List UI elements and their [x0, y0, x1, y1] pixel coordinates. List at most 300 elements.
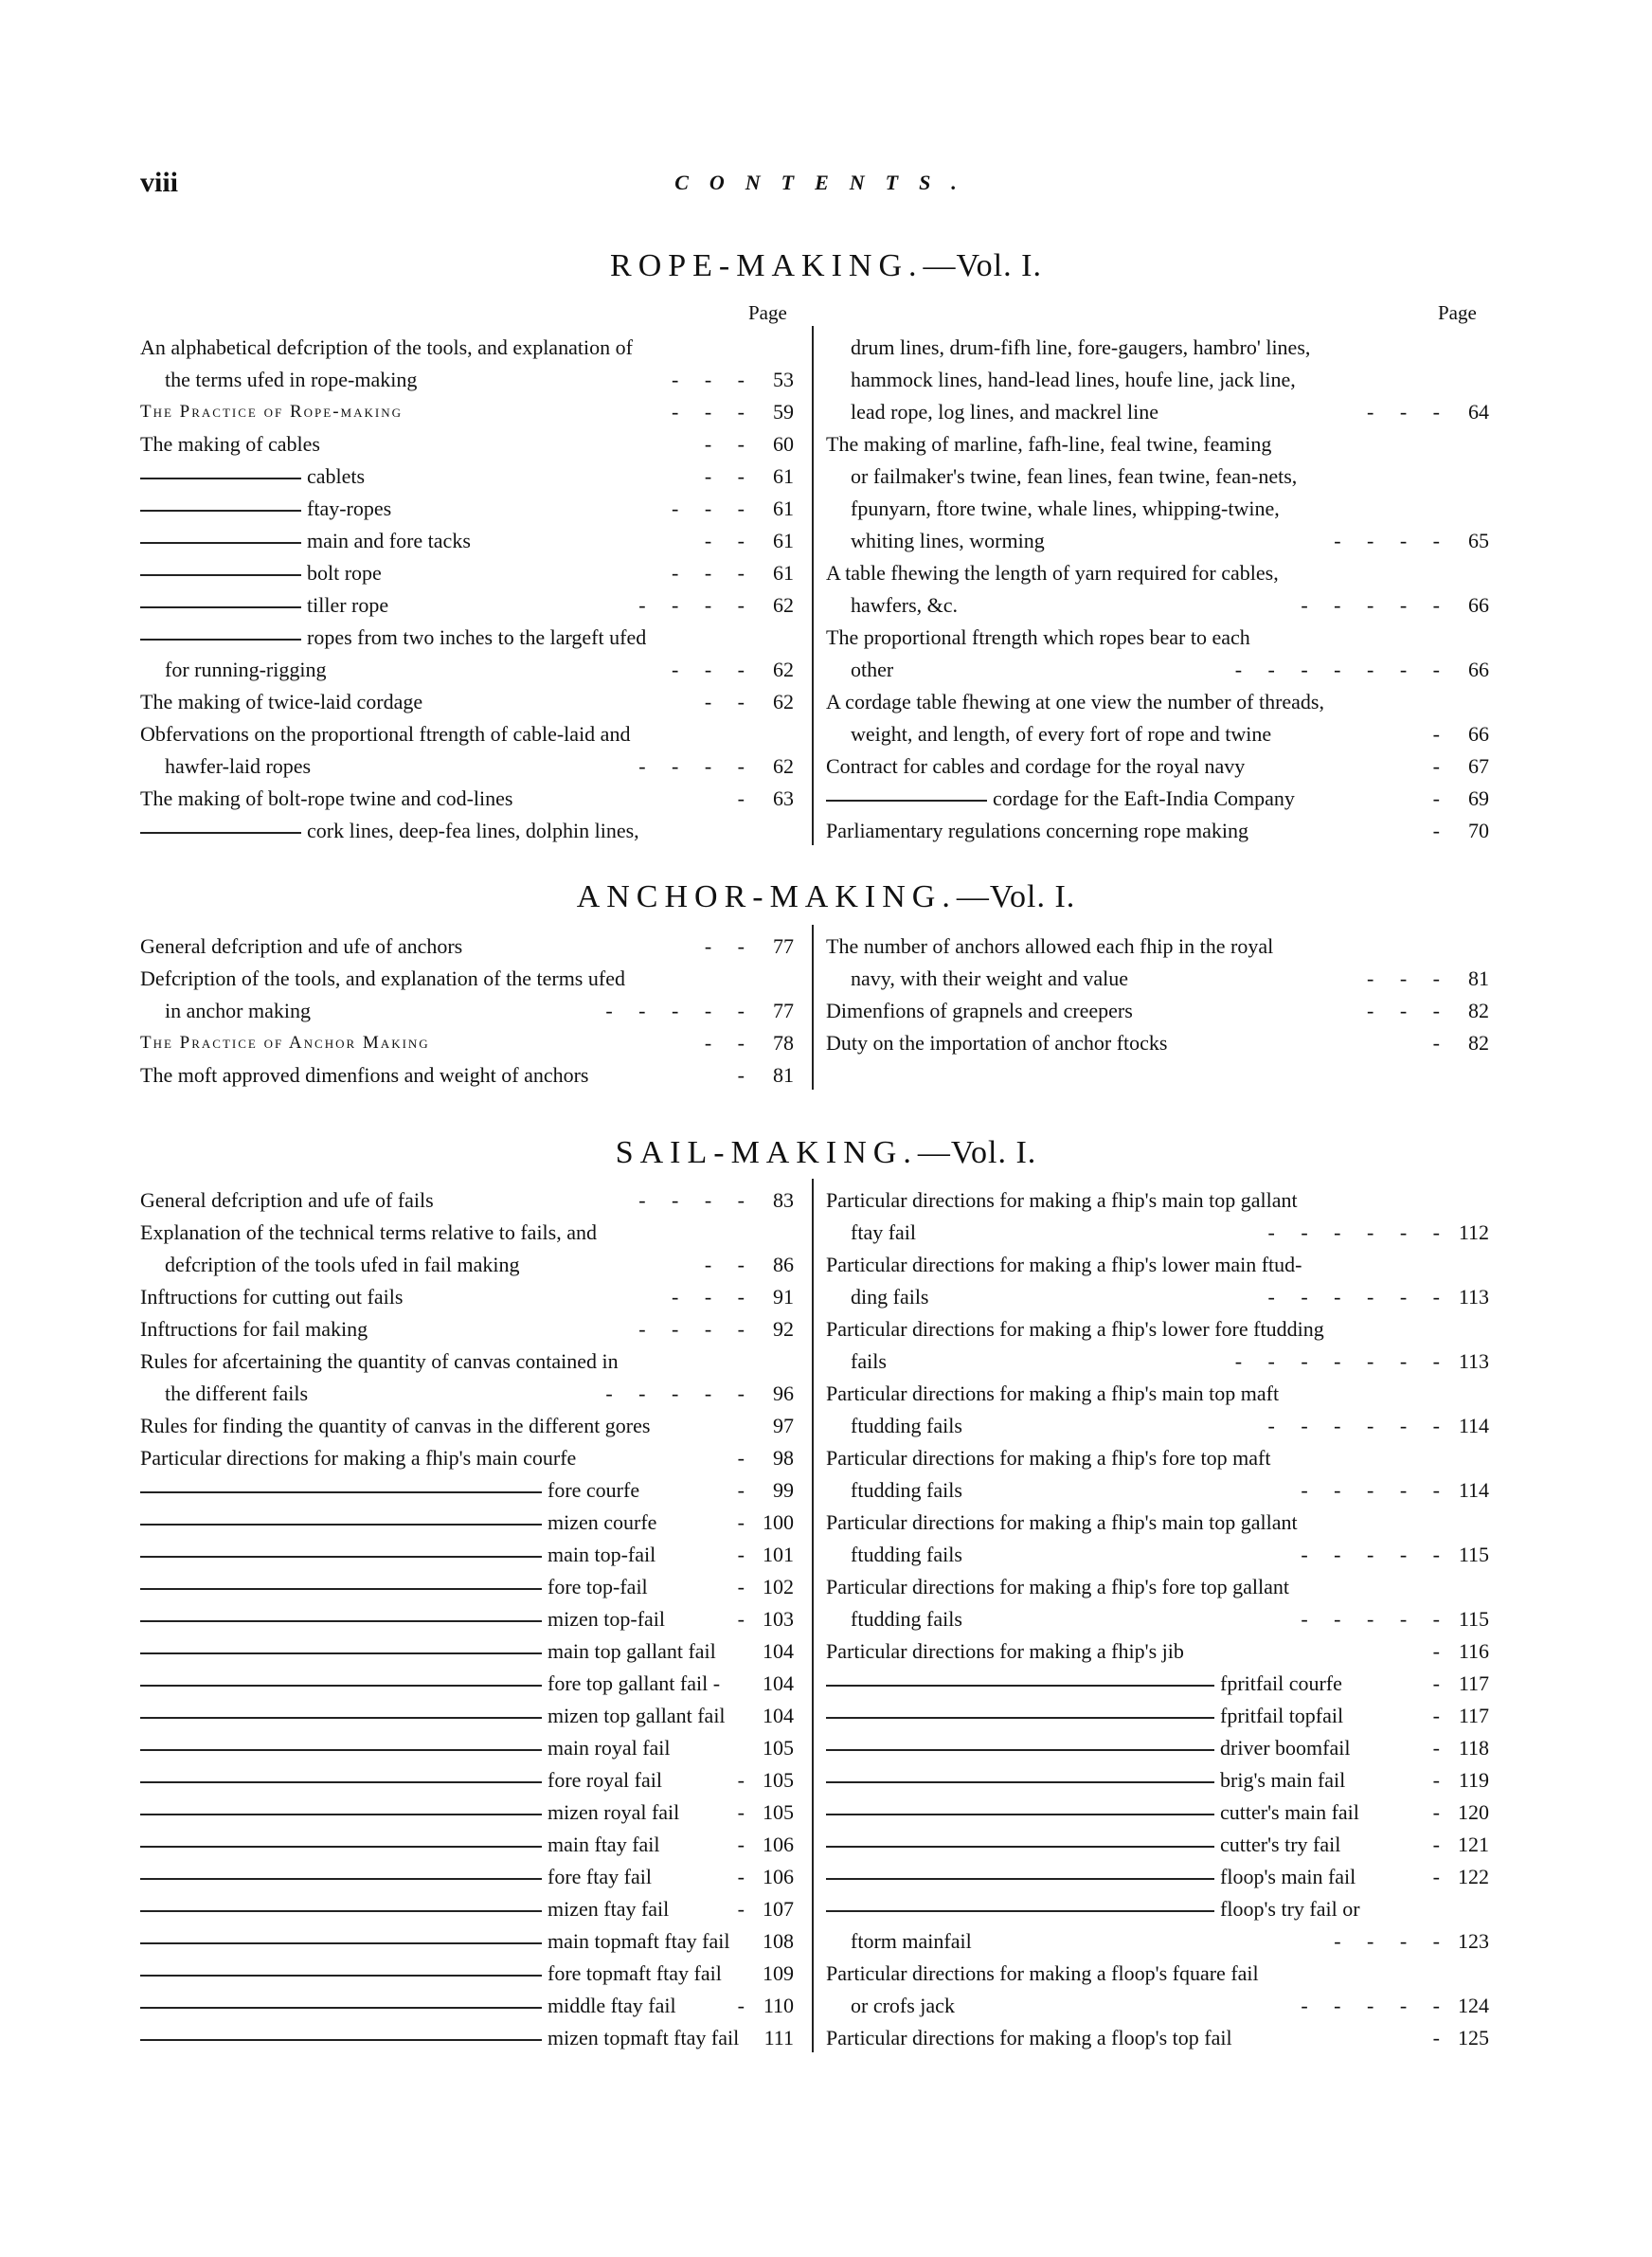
toc-page-number: 109: [763, 1961, 794, 1985]
toc-entry-title: Particular directions for making a fhip's main top maft: [826, 1381, 1280, 1405]
toc-entry-title: fpritfail topfail: [1220, 1704, 1344, 1727]
toc-entry[interactable]: [826, 428, 1489, 460]
leader-dots: -: [737, 1865, 745, 1888]
toc-entry[interactable]: [140, 1668, 794, 1700]
toc-entry[interactable]: [826, 1958, 1489, 1990]
toc-page-number: 60: [773, 432, 794, 456]
toc-entry[interactable]: [140, 1958, 794, 1990]
toc-entry[interactable]: [826, 622, 1489, 654]
toc-entry[interactable]: [826, 718, 1489, 750]
toc-entry[interactable]: [826, 1442, 1489, 1474]
toc-entry[interactable]: [140, 493, 794, 525]
leader-dots: - - - -: [1334, 529, 1440, 552]
toc-entry[interactable]: [140, 622, 794, 654]
toc-entry[interactable]: [826, 750, 1489, 783]
toc-page-number: 104: [763, 1671, 794, 1695]
leader-dots: - -: [704, 464, 745, 488]
leader-dots: - - -: [672, 497, 745, 520]
leader-dots: - -: [704, 432, 745, 456]
leader-dots: -: [737, 786, 745, 810]
toc-entry[interactable]: [140, 750, 794, 783]
toc-entry[interactable]: [826, 1378, 1489, 1410]
toc-entry[interactable]: [140, 1732, 794, 1764]
toc-entry[interactable]: [140, 1184, 794, 1217]
toc-page-number: 77: [773, 934, 794, 958]
toc-entry-title: mizen top gallant fail: [548, 1704, 726, 1727]
toc-entry[interactable]: [826, 783, 1489, 815]
ditto-rule: [140, 2007, 542, 2009]
toc-entry[interactable]: [140, 1059, 794, 1092]
leader-dots: -: [1432, 1671, 1440, 1695]
toc-page-number: 61: [773, 464, 794, 488]
toc-entry[interactable]: [826, 1184, 1489, 1217]
toc-entry[interactable]: [140, 815, 794, 847]
toc-entry-title: A cordage table fhewing at one view the number of threads,: [826, 690, 1324, 713]
toc-entry[interactable]: [140, 428, 794, 460]
running-title: CONTENTS.: [674, 171, 978, 194]
toc-entry[interactable]: [826, 1829, 1489, 1861]
toc-entry-title: ding fails: [851, 1285, 929, 1309]
toc-entry[interactable]: [140, 1571, 794, 1603]
toc-entry-title: Contract for cables and cordage for the royal navy: [826, 754, 1246, 778]
toc-entry-title: Rules for finding the quantity of canvas in the different gores: [140, 1414, 651, 1437]
toc-page-number: 105: [763, 1800, 794, 1824]
ditto-rule: [140, 1910, 542, 1912]
toc-page-number: 99: [773, 1478, 794, 1502]
leader-dots: -: [1432, 722, 1440, 746]
toc-page-number: 69: [1468, 786, 1489, 810]
toc-entry[interactable]: [826, 1635, 1489, 1668]
toc-entry[interactable]: [140, 1313, 794, 1345]
toc-entry[interactable]: [140, 1635, 794, 1668]
toc-page-number: 114: [1458, 1478, 1489, 1502]
toc-entry[interactable]: [140, 1797, 794, 1829]
toc-entry-title: Particular directions for making a fhip's lower main ftud-: [826, 1253, 1302, 1276]
toc-entry[interactable]: [826, 1474, 1489, 1507]
toc-page-number: 66: [1468, 593, 1489, 617]
leader-dots: - -: [704, 1253, 745, 1276]
toc-entry-title: tiller rope: [307, 593, 389, 617]
toc-entry[interactable]: [826, 1571, 1489, 1603]
toc-entry-title: the terms ufed in rope-making: [165, 368, 418, 391]
toc-entry[interactable]: [140, 589, 794, 622]
leader-dots: - - - - -: [1301, 1994, 1440, 2017]
toc-entry[interactable]: [826, 686, 1489, 718]
toc-entry[interactable]: [140, 460, 794, 493]
section-title-anchor: [0, 879, 1652, 915]
leader-dots: - - -: [672, 561, 745, 585]
toc-entry-title: The Practice of Rope-making: [140, 402, 403, 422]
toc-entry[interactable]: [140, 396, 794, 428]
toc-entry[interactable]: [140, 525, 794, 557]
toc-entry-title: mizen ftay fail: [548, 1897, 670, 1921]
ditto-rule: [826, 800, 987, 802]
leader-dots: -: [737, 1446, 745, 1470]
toc-entry[interactable]: [140, 1217, 794, 1249]
toc-page-number: 82: [1468, 999, 1489, 1022]
leader-dots: -: [737, 1543, 745, 1566]
toc-entry[interactable]: [140, 1249, 794, 1281]
toc-page-number: 70: [1468, 819, 1489, 842]
toc-page-number: 114: [1458, 1414, 1489, 1437]
toc-entry-title: fore courfe: [548, 1478, 640, 1502]
toc-entry-title: or crofs jack: [851, 1994, 955, 2017]
toc-entry[interactable]: [826, 1217, 1489, 1249]
toc-entry[interactable]: [140, 1539, 794, 1571]
toc-entry[interactable]: [826, 1861, 1489, 1893]
toc-entry-title: The proportional ftrength which ropes bear to each: [826, 625, 1250, 649]
leader-dots: - -: [704, 934, 745, 958]
toc-entry[interactable]: [826, 525, 1489, 557]
toc-entry-title: fpunyarn, ftore twine, whale lines, whipping-twine,: [851, 497, 1280, 520]
toc-entry-title: An alphabetical defcription of the tools, and explanation of: [140, 335, 633, 359]
leader-dots: - - -: [672, 368, 745, 391]
toc-entry-title: mizen top-fail: [548, 1607, 666, 1631]
toc-page-number: 105: [763, 1768, 794, 1792]
section-title-rope: [0, 248, 1652, 284]
toc-page-number: 104: [763, 1704, 794, 1727]
ditto-rule: [140, 1975, 542, 1977]
toc-entry[interactable]: [826, 364, 1489, 396]
toc-page-number: 66: [1468, 722, 1489, 746]
section-title-text: SAIL-MAKING.: [615, 1135, 918, 1170]
toc-entry[interactable]: [140, 557, 794, 589]
toc-entry[interactable]: [826, 493, 1489, 525]
toc-entry-title: Particular directions for making a fhip's fore top gallant: [826, 1575, 1290, 1598]
toc-page-number: 100: [763, 1510, 794, 1534]
toc-entry[interactable]: [826, 1507, 1489, 1539]
toc-entry[interactable]: [826, 1925, 1489, 1958]
leader-dots: -: [737, 1478, 745, 1502]
toc-entry-title: main topmaft ftay fail: [548, 1929, 730, 1953]
toc-page-number: 62: [773, 690, 794, 713]
toc-entry[interactable]: [826, 815, 1489, 847]
toc-entry-title: fore royal fail: [548, 1768, 662, 1792]
toc-entry-title: defcription of the tools ufed in fail making: [165, 1253, 520, 1276]
leader-dots: -: [737, 1897, 745, 1921]
leader-dots: -: [737, 1607, 745, 1631]
toc-entry-title: fore top-fail: [548, 1575, 648, 1598]
toc-entry-title: fpritfail courfe: [1220, 1671, 1342, 1695]
toc-entry-title: Inftructions for fail making: [140, 1317, 368, 1341]
toc-page-number: 116: [1458, 1639, 1489, 1663]
ditto-rule: [140, 639, 301, 641]
leader-dots: - -: [704, 1031, 745, 1055]
toc-entry[interactable]: [826, 2022, 1489, 2054]
toc-entry-title: Particular directions for making a fhip's fore top maft: [826, 1446, 1271, 1470]
toc-page-number: 125: [1458, 2026, 1489, 2049]
ditto-rule: [826, 1846, 1214, 1848]
column-divider: [812, 326, 814, 845]
toc-entry-title: whiting lines, worming: [851, 529, 1045, 552]
toc-entry-title: driver boomfail: [1220, 1736, 1351, 1760]
toc-entry-title: The moft approved dimenfions and weight of anchors: [140, 1063, 589, 1087]
toc-entry-title: ftudding fails: [851, 1543, 962, 1566]
toc-page-number: 77: [773, 999, 794, 1022]
toc-page-number: 64: [1468, 400, 1489, 424]
toc-entry[interactable]: [140, 995, 794, 1027]
ditto-rule: [826, 1685, 1214, 1687]
toc-entry[interactable]: [826, 1345, 1489, 1378]
toc-entry[interactable]: [140, 2022, 794, 2054]
toc-page-number: 106: [763, 1865, 794, 1888]
toc-entry[interactable]: [140, 718, 794, 750]
toc-page-number: 91: [773, 1285, 794, 1309]
toc-page-number: 86: [773, 1253, 794, 1276]
leader-dots: -: [737, 1833, 745, 1856]
toc-entry-title: mizen royal fail: [548, 1800, 680, 1824]
toc-page-number: 59: [773, 400, 794, 424]
leader-dots: - - - -: [638, 754, 745, 778]
toc-entry-title: ftudding fails: [851, 1607, 962, 1631]
leader-dots: - - -: [1367, 999, 1440, 1022]
leader-dots: - - - - -: [1301, 1478, 1440, 1502]
ditto-rule: [140, 1846, 542, 1848]
toc-entry-title: Particular directions for making a floop's fquare fail: [826, 1961, 1259, 1985]
toc-entry-title: cordage for the Eaft-India Company: [993, 786, 1295, 810]
toc-page-number: 108: [763, 1929, 794, 1953]
toc-page-number: 117: [1458, 1704, 1489, 1727]
toc-entry-title: floop's main fail: [1220, 1865, 1356, 1888]
ditto-rule: [140, 1814, 542, 1815]
toc-entry[interactable]: [826, 1313, 1489, 1345]
leader-dots: -: [737, 1063, 745, 1087]
ditto-rule: [140, 1749, 542, 1751]
toc-entry[interactable]: [826, 1893, 1489, 1925]
toc-entry[interactable]: [826, 1027, 1489, 1059]
toc-page-number: 67: [1468, 754, 1489, 778]
leader-dots: -: [1432, 1704, 1440, 1727]
toc-page-number: 82: [1468, 1031, 1489, 1055]
toc-entry-title: fails: [851, 1349, 887, 1373]
toc-entry[interactable]: [140, 1990, 794, 2022]
toc-page-number: 78: [773, 1031, 794, 1055]
toc-entry-title: The making of bolt-rope twine and cod-lines: [140, 786, 513, 810]
leader-dots: -: [1432, 1865, 1440, 1888]
toc-column-left: [140, 332, 794, 847]
toc-entry[interactable]: [826, 396, 1489, 428]
toc-entry[interactable]: [826, 995, 1489, 1027]
toc-page-number: 92: [773, 1317, 794, 1341]
toc-entry[interactable]: [140, 930, 794, 963]
ditto-rule: [140, 574, 301, 576]
toc-entry[interactable]: [140, 332, 794, 364]
toc-entry-title: cutter's try fail: [1220, 1833, 1341, 1856]
toc-entry-title: fore top gallant fail -: [548, 1671, 721, 1695]
toc-entry-title: brig's main fail: [1220, 1768, 1346, 1792]
toc-entry-title: General defcription and ufe of fails: [140, 1188, 434, 1212]
toc-entry[interactable]: [140, 686, 794, 718]
toc-entry[interactable]: [826, 589, 1489, 622]
ditto-rule: [140, 1556, 542, 1558]
toc-page-number: 115: [1458, 1607, 1489, 1631]
leader-dots: -: [1432, 1736, 1440, 1760]
toc-entry[interactable]: [140, 1378, 794, 1410]
toc-entry[interactable]: [140, 783, 794, 815]
section-title-sail: [0, 1135, 1652, 1171]
toc-entry[interactable]: [826, 1603, 1489, 1635]
leader-dots: - -: [704, 529, 745, 552]
toc-entry-title: Particular directions for making a fhip's jib: [826, 1639, 1184, 1663]
toc-page-number: 117: [1458, 1671, 1489, 1695]
ditto-rule: [826, 1749, 1214, 1751]
toc-page-number: 96: [773, 1381, 794, 1405]
toc-entry[interactable]: [826, 1990, 1489, 2022]
toc-entry-title: ftorm mainfail: [851, 1929, 972, 1953]
leader-dots: - - - - -: [1301, 1607, 1440, 1631]
toc-entry[interactable]: [140, 1027, 794, 1059]
toc-page-number: 113: [1458, 1349, 1489, 1373]
section-title-text: ROPE-MAKING.: [610, 248, 924, 283]
leader-dots: -: [737, 1994, 745, 2017]
toc-entry-title: Inftructions for cutting out fails: [140, 1285, 404, 1309]
toc-entry-title: Dimenfions of grapnels and creepers: [826, 999, 1133, 1022]
leader-dots: - - - - -: [605, 1381, 745, 1405]
toc-entry-title: main and fore tacks: [307, 529, 471, 552]
toc-entry[interactable]: [826, 1249, 1489, 1281]
toc-entry[interactable]: [140, 1474, 794, 1507]
leader-dots: -: [1432, 1639, 1440, 1663]
ditto-rule: [140, 1491, 542, 1493]
ditto-rule: [140, 1620, 542, 1622]
ditto-rule: [140, 1942, 542, 1944]
toc-entry[interactable]: [826, 460, 1489, 493]
toc-page-number: 65: [1468, 529, 1489, 552]
toc-entry[interactable]: [826, 654, 1489, 686]
toc-entry[interactable]: [140, 1861, 794, 1893]
leader-dots: -: [1432, 1768, 1440, 1792]
column-divider: [812, 925, 814, 1090]
toc-entry-title: hawfer-laid ropes: [165, 754, 312, 778]
toc-entry-title: main royal fail: [548, 1736, 671, 1760]
toc-entry-title: General defcription and ufe of anchors: [140, 934, 463, 958]
ditto-rule: [140, 1652, 542, 1654]
leader-dots: - - - - - - -: [1234, 658, 1440, 681]
toc-entry-title: ftay-ropes: [307, 497, 392, 520]
leader-dots: - - - -: [638, 1188, 745, 1212]
toc-entry-title: bolt rope: [307, 561, 382, 585]
toc-entry[interactable]: [826, 930, 1489, 963]
toc-entry[interactable]: [140, 1442, 794, 1474]
toc-entry-title: cutter's main fail: [1220, 1800, 1359, 1824]
toc-page-number: 66: [1468, 658, 1489, 681]
toc-entry-title: mizen courfe: [548, 1510, 657, 1534]
leader-dots: - - - -: [638, 593, 745, 617]
ditto-rule: [826, 1910, 1214, 1912]
toc-entry[interactable]: [140, 1893, 794, 1925]
page-number: viii: [140, 167, 179, 198]
toc-entry[interactable]: [826, 1410, 1489, 1442]
toc-page-number: 62: [773, 754, 794, 778]
toc-page-number: 81: [773, 1063, 794, 1087]
toc-entry[interactable]: [140, 654, 794, 686]
toc-entry-title: middle ftay fail: [548, 1994, 676, 2017]
toc-entry-title: drum lines, drum-fifh line, fore-gaugers, hambro' lines,: [851, 335, 1311, 359]
toc-entry[interactable]: [140, 364, 794, 396]
toc-entry-title: other: [851, 658, 894, 681]
toc-entry-title: floop's try fail or: [1220, 1897, 1360, 1921]
toc-entry-title: ftay fail: [851, 1220, 917, 1244]
toc-page-number: 107: [763, 1897, 794, 1921]
toc-entry-title: in anchor making: [165, 999, 311, 1022]
ditto-rule: [140, 1781, 542, 1783]
toc-entry[interactable]: [826, 1281, 1489, 1313]
toc-entry-title: ftudding fails: [851, 1478, 962, 1502]
leader-dots: - - -: [1367, 400, 1440, 424]
toc-entry[interactable]: [140, 1764, 794, 1797]
page-label-right: Page: [1438, 301, 1477, 324]
toc-page-number: 105: [763, 1736, 794, 1760]
leader-dots: -: [1432, 1800, 1440, 1824]
toc-entry[interactable]: [140, 1925, 794, 1958]
leader-dots: -: [1432, 754, 1440, 778]
toc-entry[interactable]: [826, 1797, 1489, 1829]
leader-dots: -: [737, 1510, 745, 1534]
toc-entry[interactable]: [140, 1345, 794, 1378]
toc-entry-title: for running-rigging: [165, 658, 327, 681]
toc-entry-title: hawfers, &c.: [851, 593, 959, 617]
leader-dots: - - - -: [638, 1317, 745, 1341]
toc-entry[interactable]: [826, 332, 1489, 364]
toc-page-number: 63: [773, 786, 794, 810]
toc-page-number: 123: [1458, 1929, 1489, 1953]
leader-dots: -: [1432, 819, 1440, 842]
toc-page-number: 104: [763, 1639, 794, 1663]
toc-entry-title: Rules for afcertaining the quantity of canvas contained in: [140, 1349, 619, 1373]
toc-entry[interactable]: [140, 1281, 794, 1313]
ditto-rule: [826, 1781, 1214, 1783]
leader-dots: -: [1432, 786, 1440, 810]
toc-page-number: 121: [1458, 1833, 1489, 1856]
toc-column-right: [826, 1184, 1489, 2054]
toc-entry[interactable]: [140, 963, 794, 995]
toc-entry[interactable]: [140, 1507, 794, 1539]
toc-entry-title: main ftay fail: [548, 1833, 660, 1856]
toc-page-number: 113: [1458, 1285, 1489, 1309]
toc-entry[interactable]: [826, 1764, 1489, 1797]
leader-dots: - - - - -: [1301, 593, 1440, 617]
toc-page-number: 124: [1458, 1994, 1489, 2017]
ditto-rule: [140, 1685, 542, 1687]
toc-entry-title: The making of twice-laid cordage: [140, 690, 423, 713]
ditto-rule: [826, 1717, 1214, 1719]
ditto-rule: [140, 832, 301, 834]
toc-entry[interactable]: [140, 1410, 794, 1442]
toc-page-number: 61: [773, 561, 794, 585]
toc-entry-title: or failmaker's twine, fean lines, fean twine, fean-nets,: [851, 464, 1298, 488]
running-header: [0, 167, 1652, 205]
toc-entry-title: lead rope, log lines, and mackrel line: [851, 400, 1158, 424]
toc-entry[interactable]: [826, 1732, 1489, 1764]
toc-entry[interactable]: [140, 1603, 794, 1635]
ditto-rule: [140, 1588, 542, 1590]
toc-entry[interactable]: [826, 1700, 1489, 1732]
toc-page-number: 53: [773, 368, 794, 391]
leader-dots: -: [1432, 1833, 1440, 1856]
toc-entry[interactable]: [826, 963, 1489, 995]
toc-entry[interactable]: [140, 1829, 794, 1861]
toc-entry[interactable]: [826, 1668, 1489, 1700]
toc-entry[interactable]: [140, 1700, 794, 1732]
toc-entry[interactable]: [826, 557, 1489, 589]
toc-page-number: 110: [763, 1994, 794, 2017]
section-volume: —Vol. I.: [956, 879, 1076, 914]
toc-entry-title: Explanation of the technical terms relative to fails, and: [140, 1220, 597, 1244]
ditto-rule: [140, 510, 301, 512]
toc-entry[interactable]: [826, 1539, 1489, 1571]
leader-dots: -: [737, 1800, 745, 1824]
toc-page-number: 61: [773, 529, 794, 552]
